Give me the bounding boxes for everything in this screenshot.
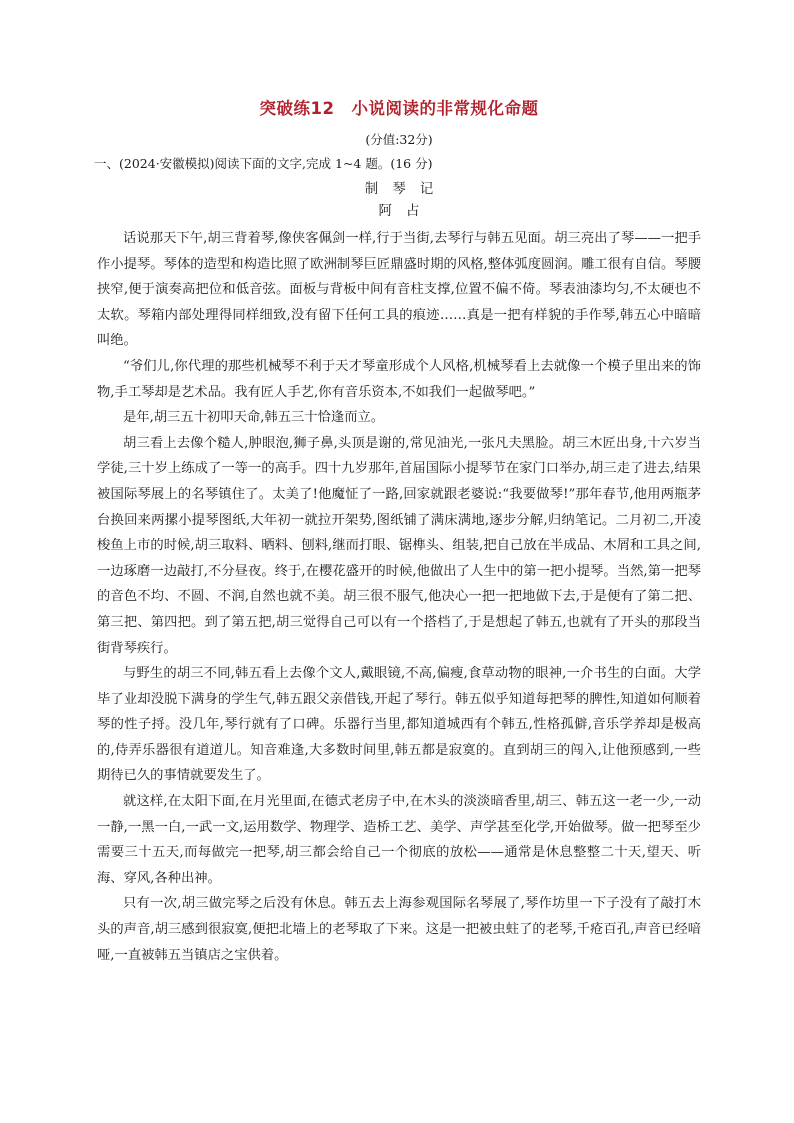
paragraph: 只有一次,胡三做完琴之后没有休息。韩五去上海参观国际名琴展了,琴作坊里一下子没有了敲打木头的声音,胡三感到很寂寞,便把北墙上的老琴取了下来。这是一把被虫蛀了的老琴,千疮百孔,声音已经喑哑,一直被韩五当镇店之宝供着。 [97,896,701,963]
paragraph: “爷们儿,你代理的那些机械琴不利于天才琴童形成个人风格,机械琴看上去就像一个模子里出来的饰物,手工琴却是艺术品。我有匠人手艺,你有音乐资本,不如我们一起做琴吧。” [97,358,701,400]
story-title: 制琴记 [364,181,448,197]
paragraph: 是年,胡三五十初叩天命,韩五三十恰逢而立。 [123,410,385,426]
paragraph: 与野生的胡三不同,韩五看上去像个文人,戴眼镜,不高,偏瘦,食草动物的眼神,一介书生的白面。大学毕了业却没脱下满身的学生气,韩五跟父亲借钱,开起了琴行。韩五似乎知道每把琴的脾性,知道如何顺着琴的性子捋。没几年,琴行就有了口碑。乐器行当里,都知道城西有个韩五,性格孤僻,音乐学养却是极高的,侍弄乐器很有道道儿。知音难逢,大多数时间里,韩五都是寂寞的。直到胡三的闯入,让他预感到,一些期待已久的事情就要发生了。 [97,666,701,784]
paragraph: 就这样,在太阳下面,在月光里面,在德式老房子中,在木头的淡淡暗香里,胡三、韩五这一老一少,一动一静,一黑一白,一武一文,运用数学、物理学、造桥工艺、美学、声学甚至化学,开始做琴。做一把琴至少需要三十五天,而每做完一把琴,胡三都会给自己一个彻底的放松——通常是休息整整二十天,望天、听海、穿风,各种出神。 [97,794,701,886]
paragraph: 胡三看上去像个糙人,肿眼泡,狮子鼻,头顶是谢的,常见油光,一张凡夫黑脸。胡三木匠出身,十六岁当学徒,三十岁上练成了一等一的高手。四十九岁那年,首届国际小提琴节在家门口举办,胡三走了进去,结果被国际琴展上的名琴镇住了。太美了!他魔怔了一路,回家就跟老婆说:“我要做琴!”那年春节,他用两瓶茅台换回来两摞小提琴图纸,大年初一就拉开架势,图纸铺了满床满地,逐步分解,归纳笔记。二月初二,开凌梭鱼上市的时候,胡三取料、晒料、刨料,继而打眼、锯榫头、组装,把自己放在半成品、木屑和工具之间,一边琢磨一边敲打,不分昼夜。终于,在樱花盛开的时候,他做出了人生中的第一把小提琴。当然,第一把琴的音色不均、不圆、不润,自然也就不美。胡三很不服气,他决心一把一把地做下去,于是便有了第二把、第三把、第四把。到了第五把,胡三觉得自己可以有一个搭档了,于是想起了韩五,也就有了开头的那段当街背琴疾行。 [97,435,701,656]
page-title: 突破练12 小说阅读的非常规化命题 [259,99,539,118]
section-heading: 一、(2024·安徽模拟)阅读下面的文字,完成 1~4 题。(16 分) [94,156,433,171]
score-line: (分值:32分) [365,132,433,147]
paragraph: 话说那天下午,胡三背着琴,像侠客佩剑一样,行于当街,去琴行与韩五见面。胡三亮出了琴——一把手作小提琴。琴体的造型和构造比照了欧洲制琴巨匠鼎盛时期的风格,整体弧度圆润。雕工很有自信。琴腰挟窄,便于演奏高把位和低音弦。面板与背板中间有音柱支撑,位置不偏不倚。琴表油漆均匀,不太硬也不太软。琴箱内部处理得同样细致,没有留下任何工具的痕迹……真是一把有样貌的手作琴,韩五心中暗暗叫绝。 [97,231,701,349]
story-author: 阿占 [378,203,434,219]
